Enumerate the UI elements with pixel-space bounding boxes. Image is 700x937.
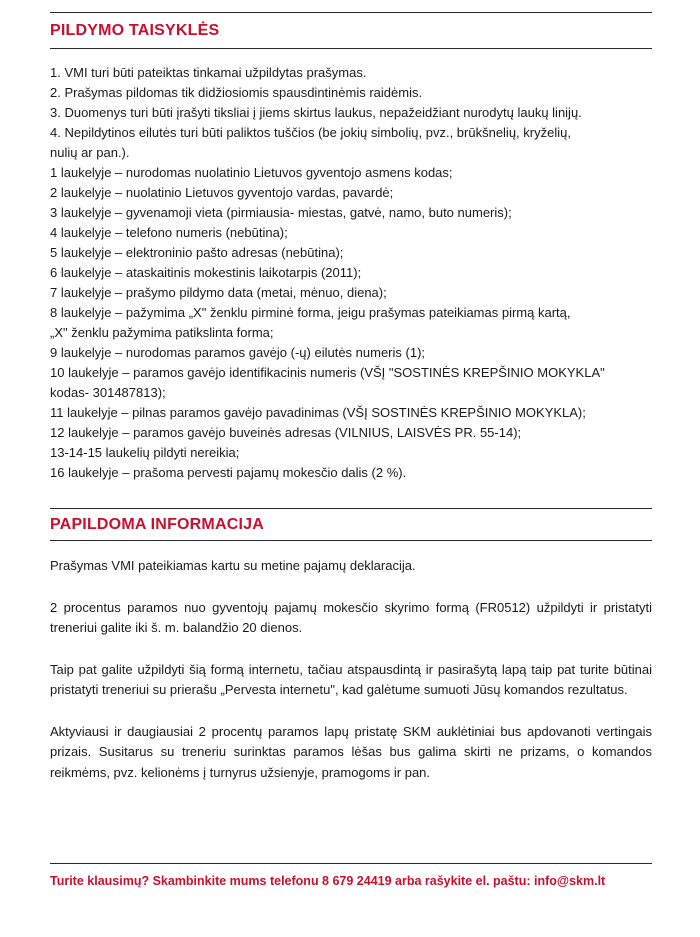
info-paragraph: Aktyviausi ir daugiausiai 2 procentų paramos lapų pristatę SKM auklėtiniai bus apdovanoti vertingais prizais. Susitarus su treneriu surinktas paramos lėšas bus galima skirti ne prizams, o komandos reikmėms, pvz. kelionėms į turnyrus užsienyje, pramogoms ir pan. [50, 723, 652, 780]
top-divider [50, 12, 652, 13]
rules-list-item: nulių ar pan.). [50, 145, 130, 160]
rules-list-item: 4. Nepildytinos eilutės turi būti paliktos tuščios (be jokių simbolių, pvz., brūkšnelių, kryželių, [50, 125, 571, 140]
rules-list-item: 4 laukelyje – telefono numeris (nebūtina); [50, 225, 288, 240]
rules-list-item: 8 laukelyje – pažymima „X" ženklu pirminė forma, jeigu prašymas pateikiamas pirmą kartą, [50, 305, 571, 320]
rules-list-item: 9 laukelyje – nurodomas paramos gavėjo (-ų) eilutės numeris (1); [50, 345, 426, 360]
rules-list-item: 16 laukelyje – prašoma pervesti pajamų mokesčio dalis (2 %). [50, 465, 407, 480]
info-section-top-divider [50, 508, 652, 509]
rules-list-item: 2 laukelyje – nuolatinio Lietuvos gyventojo vardas, pavardė; [50, 185, 394, 200]
rules-list-item: „X" ženklu pažymima patikslinta forma; [50, 325, 274, 340]
info-paragraph: Taip pat galite užpildyti šią formą internetu, tačiau atspausdintą ir pasirašytą lapą taip pat turite būtinai pristatyti treneriui su prierašu „Pervesta internetu", kad galėtume sumuoti Jūsų komandos rezultatus. [50, 661, 652, 697]
info-body [50, 556, 652, 804]
rules-section-divider [50, 48, 652, 49]
rules-list-item: 1. VMI turi būti pateiktas tinkamai užpildytas prašymas. [50, 65, 367, 80]
rules-list-item: 12 laukelyje – paramos gavėjo buveinės adresas (VILNIUS, LAISVĖS PR. 55-14); [50, 425, 522, 440]
rules-list-item: 13-14-15 laukelių pildyti nereikia; [50, 445, 240, 460]
rules-list-item: 7 laukelyje – prašymo pildymo data (metai, mėnuo, diena); [50, 285, 387, 300]
rules-section-title: PILDYMO TAISYKLĖS [50, 22, 220, 39]
rules-list-item: kodas- 301487813); [50, 385, 166, 400]
rules-list-item: 5 laukelyje – elektroninio pašto adresas (nebūtina); [50, 245, 344, 260]
rules-list-item: 3. Duomenys turi būti įrašyti tiksliai į jiems skirtus laukus, nepažeidžiant nurodytų laukų linijų. [50, 105, 582, 120]
rules-list-item: 10 laukelyje – paramos gavėjo identifikacinis numeris (VŠĮ "SOSTINĖS KREPŠINIO MOKYKLA" [50, 365, 605, 380]
rules-list-item: 3 laukelyje – gyvenamoji vieta (pirmiausia- miestas, gatvė, namo, buto numeris); [50, 205, 512, 220]
rules-list-item: 1 laukelyje – nurodomas nuolatinio Lietuvos gyventojo asmens kodas; [50, 165, 453, 180]
footer-divider [50, 863, 652, 864]
info-section-divider [50, 540, 652, 541]
contact-footer: Turite klausimų? Skambinkite mums telefonu 8 679 24419 arba rašykite el. paštu: info@skm.lt [50, 874, 606, 888]
info-paragraph: Prašymas VMI pateikiamas kartu su metine pajamų deklaracija. [50, 558, 416, 573]
info-paragraph: 2 procentus paramos nuo gyventojų pajamų mokesčio skyrimo formą (FR0512) užpildyti ir pristatyti treneriui galite iki š. m. balandžio 20 dienos. [50, 599, 652, 635]
rules-list [50, 63, 640, 483]
rules-list-item: 2. Prašymas pildomas tik didžiosiomis spausdintinėmis raidėmis. [50, 85, 423, 100]
rules-list-item: 6 laukelyje – ataskaitinis mokestinis laikotarpis (2011); [50, 265, 362, 280]
rules-list-item: 11 laukelyje – pilnas paramos gavėjo pavadinimas (VŠĮ SOSTINĖS KREPŠINIO MOKYKLA); [50, 405, 586, 420]
info-section-title: PAPILDOMA INFORMACIJA [50, 516, 264, 533]
